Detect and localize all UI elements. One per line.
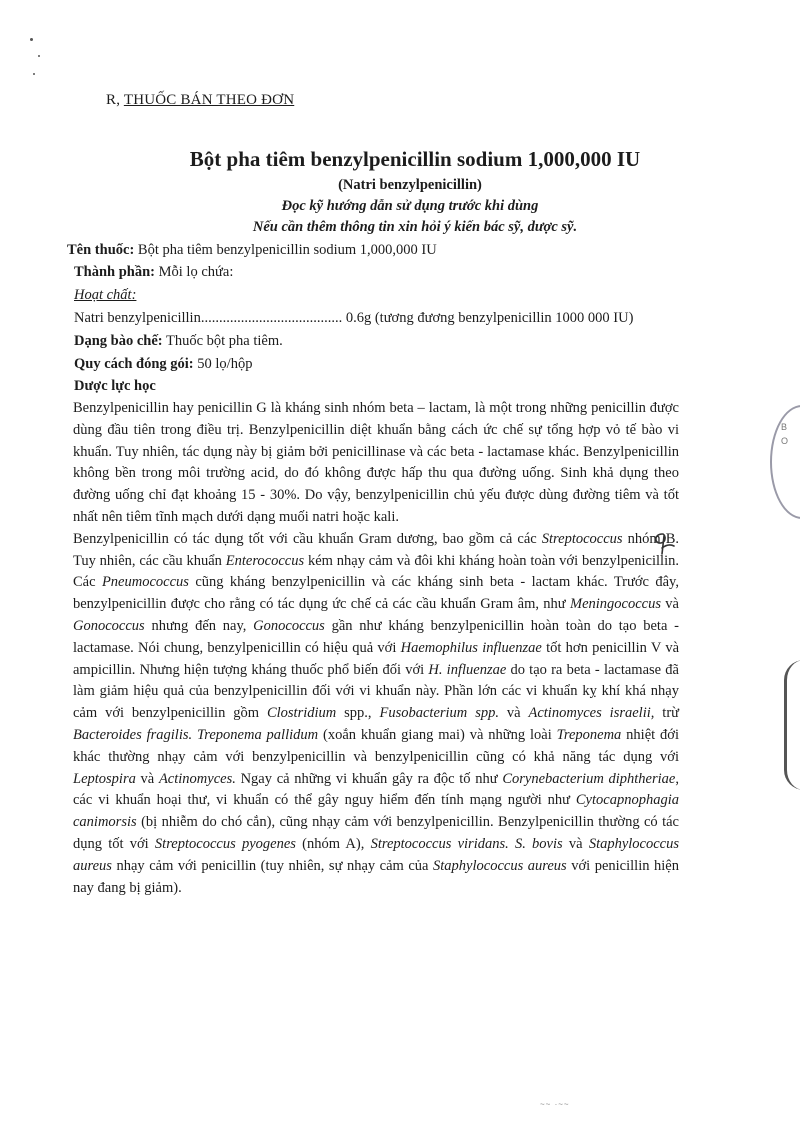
organism-name: Staphylococcus aureus <box>433 857 567 874</box>
text-run: Benzylpenicillin có tác dụng tốt với cầu khuẩn Gram dương, bao gồm cả các <box>73 530 542 547</box>
dosage-form-line <box>74 333 283 350</box>
organism-name: Bacteroides fragilis. Treponema pallidum <box>73 726 319 743</box>
text-run: nhạy cảm với penicillin (tuy nhiên, sự nhạy cảm của <box>111 857 434 874</box>
composition-label: Thành phần: <box>74 264 156 280</box>
stamp-letters: B O <box>781 422 789 446</box>
organism-name: Gonococcus <box>73 617 145 634</box>
text-run: nhiệt đới khác thường nhạy cảm với benzylpenicillin và benzylpenicillin cũng có khả năng tác dụng với <box>73 726 679 765</box>
organism-name: Streptococcus <box>541 530 623 547</box>
product-subtitle: (Natri benzylpenicillin) <box>338 177 482 193</box>
packaging-value: 50 lọ/hộp <box>193 356 253 372</box>
text-run: spp., <box>336 705 380 722</box>
text-run: , các vi khuẩn hoại thư, vi khuẩn có thể gây nguy hiểm đến tính mạng người như <box>73 770 679 809</box>
packaging-label: Quy cách đóng gói: <box>74 356 194 372</box>
active-ingredient-label: Hoạt chất: <box>74 287 137 303</box>
product-title: Bột pha tiêm benzylpenicillin sodium 1,000,000 IU <box>189 147 641 171</box>
drug-name-value: Bột pha tiêm benzylpenicillin sodium 1,000,000 IU <box>134 242 437 258</box>
text-run: trừ <box>654 705 680 722</box>
text-run: (xoắn khuẩn giang mai) và những loài <box>318 726 557 743</box>
organism-name: Streptococcus pyogenes <box>154 835 296 852</box>
text-run: và <box>562 835 589 852</box>
prescription-category <box>106 92 294 109</box>
binder-edge-mark <box>784 660 800 790</box>
organism-name: Streptococcus viridans. S. bovis <box>370 835 563 852</box>
text-run: cũng kháng benzylpenicillin và các kháng sinh beta - lactam khác. Trước đây, benzylpenicillin được cho rằng có tác dụng ức chế cả các cầu khuẩn Gram âm, như <box>73 574 679 613</box>
text-run: nhóm B. Tuy nhiên, các cầu khuẩn <box>73 530 680 569</box>
dosage-form-label: Dạng bào chế: <box>74 333 163 349</box>
organism-name: Fusobacterium spp. <box>379 705 499 722</box>
text-run: và <box>498 705 529 722</box>
organism-name: Cytocapnophagia canimorsis <box>73 792 679 831</box>
scan-speck <box>38 55 40 57</box>
organism-name: Gonococcus <box>253 617 325 634</box>
organism-name: Haemophilus influenzae <box>400 639 542 656</box>
footer-scan-mark: ~~ ·~~ <box>540 1100 570 1109</box>
organism-name: Actinomyces. <box>158 770 236 787</box>
warning-read-instructions: Đọc kỹ hướng dẫn sử dụng trước khi dùng <box>281 198 539 214</box>
organism-name: Clostridium <box>266 705 337 722</box>
text-run: và <box>660 596 679 613</box>
dosage-form-value: Thuốc bột pha tiêm. <box>162 333 283 349</box>
drug-name-label: Tên thuốc: <box>67 242 135 258</box>
organism-name: Staphylococcus aureus <box>73 835 680 874</box>
organism-name: Enterococcus <box>225 552 305 569</box>
organism-name: Treponema <box>556 726 622 743</box>
active-ingredient-line: Natri benzylpenicillin....................................... 0.6g (tương đương benzylpenicillin 1000 000 IU) <box>74 310 634 326</box>
composition-line <box>74 264 233 281</box>
pharmacodynamics-body <box>73 398 679 899</box>
handwritten-initial-icon <box>648 528 678 558</box>
text-run: với penicillin hiện nay đang bị giảm). <box>73 857 679 896</box>
organism-name: Meningococcus <box>569 596 661 613</box>
text-run: nhưng đến nay, <box>144 617 254 634</box>
drug-name-line <box>67 242 437 259</box>
organism-name: H. influenzae <box>428 661 507 678</box>
composition-value: Mỗi lọ chứa: <box>155 264 234 280</box>
warning-ask-doctor: Nếu cần thêm thông tin xin hỏi ý kiến bác sỹ, dược sỹ. <box>252 219 578 235</box>
section-label: THUỐC BÁN THEO ĐƠN <box>123 92 295 108</box>
organism-name: Leptospira <box>73 770 136 787</box>
paragraph-spectrum <box>73 529 679 900</box>
scan-speck <box>30 38 33 41</box>
text-run: (bị nhiễm do chó cắn), cũng nhạy cảm với benzylpenicillin. Benzylpenicillin thường có tác dụng tốt với <box>73 814 679 852</box>
organism-name: Corynebacterium diphtheriae <box>502 770 676 787</box>
scan-speck <box>33 73 35 75</box>
text-run: do tạo ra beta - lactamase đã làm giảm hiệu quả của benzylpenicillin đối với vi khuẩn này. Phần lớn các vi khuẩn kỵ khí khá nhạy cảm với benzylpenicillin gồm <box>73 661 679 722</box>
active-ingredient-heading <box>74 287 136 304</box>
section-prefix: R, <box>106 92 124 108</box>
text-run: gần như kháng benzylpenicillin hoàn toàn do tạo beta - lactamase. Nói chung, benzylpenicillin có hiệu quả với <box>73 617 679 656</box>
paragraph-mechanism: Benzylpenicillin hay penicillin G là kháng sinh nhóm beta – lactam, là một trong những penicillin được dùng đầu tiên trong điều trị. Benzylpenicillin diệt khuẩn bằng cách ức chế sự tổng hợp vỏ tế bào vi khuẩn. Tuy nhiên, tác dụng này bị giảm bởi penicillinase và các beta - lactamase khác. Benzylpenicillin không bền trong môi trường acid, do đó không được hấp thu qua đường uống. Sinh khả dụng theo đường uống chỉ đạt khoảng 15 - 30%. Do vậy, benzylpenicillin chủ yếu được dùng đường tiêm và tốt nhất nên tiêm tĩnh mạch dưới dạng muối natri hoặc kali. <box>73 400 679 525</box>
organism-name: Pneumococcus <box>101 574 189 591</box>
text-run: tốt hơn penicillin V và ampicillin. Nhưng hiện tượng kháng thuốc phổ biến đối với <box>73 639 680 678</box>
pharmacodynamics-label: Dược lực học <box>74 378 156 394</box>
text-run: kém nhạy cảm và đôi khi kháng hoàn toàn với benzylpenicillin. Các <box>73 552 679 591</box>
text-run: (nhóm A), <box>295 835 371 852</box>
text-run: Ngay cả những vi khuẩn gây ra độc tố như <box>235 770 503 787</box>
text-run: và <box>135 770 159 787</box>
packaging-line <box>74 356 252 373</box>
organism-name: Actinomyces israelii, <box>528 705 655 722</box>
pharmacodynamics-heading <box>74 378 156 395</box>
